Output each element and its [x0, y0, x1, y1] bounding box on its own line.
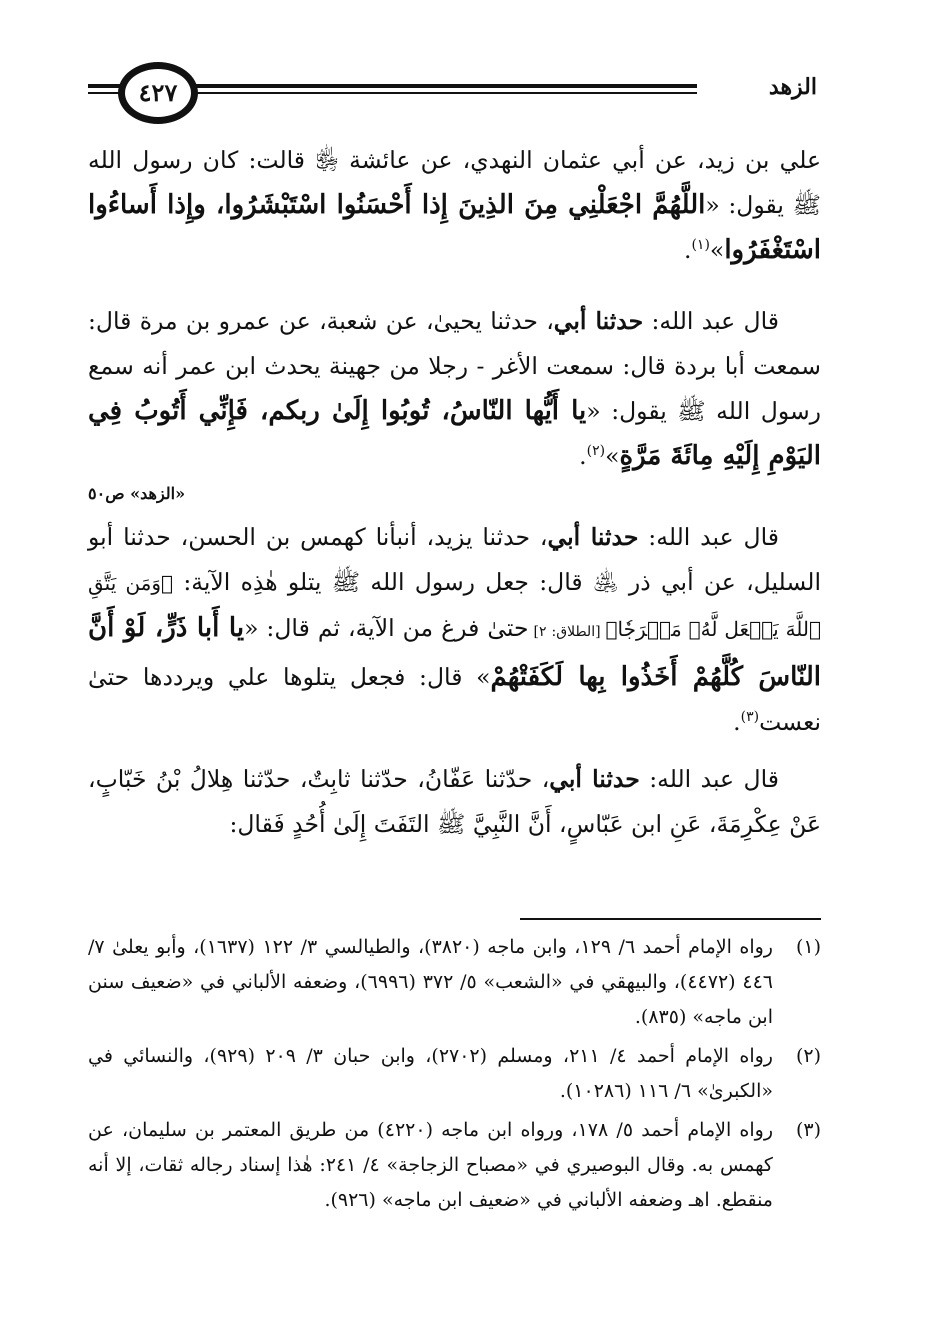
paragraph-2 [88, 299, 821, 479]
p1-text: علي بن زيد، عن أبي عثمان النهدي، عن عائشة ﵂ قالت: كان رسول الله ﷺ يقول: « [88, 146, 821, 219]
p2-text-1: قال عبد الله: [643, 307, 779, 335]
footnote-number: (٣) [795, 1119, 821, 1141]
p1-end: . [683, 236, 692, 264]
p1-close-quote: » [709, 236, 725, 264]
quran-verse: ﴿وَمَن يَتَّقِ ٱللَّهَ يَجۡعَل لَّهُۥ مَخۡرَجٗا﴾ [88, 571, 822, 641]
paragraph-3 [88, 515, 821, 745]
footnotes [88, 930, 821, 1222]
footnote-ref-3[interactable]: (٣) [740, 709, 760, 726]
p4-text-1: قال عبد الله: [639, 765, 779, 793]
chapter-title [697, 70, 821, 104]
footnote-3 [88, 1113, 821, 1218]
source-note: «الزهد» ص٥٠ [88, 484, 186, 503]
footnote-1 [88, 930, 821, 1035]
p4-text-2: ، حدّثنا عَفّانُ، حدّثنا ثابِتٌ، حدّثنا هِلالُ بْنُ خَبّابٍ، عَنْ عِكْرِمَةَ، عَنِ ابن عَبّاسٍ، أَنَّ النَّبِيَّ ﷺ التَفَتَ إِلَىٰ أُحُدٍ فَقال: [88, 765, 821, 838]
p1-hadith-quote: اللَّهُمَّ اجْعَلْنِي مِنَ الذِينَ إِذا أَحْسَنُوا اسْتَبْشَرُوا، وإِذا أَساءُوا اسْتَغْفَرُوا [88, 190, 821, 265]
p3-text-1: قال عبد الله: [638, 523, 779, 551]
chapter-title-text: الزهد [768, 74, 817, 100]
page-number: ٤٢٧ [118, 62, 198, 124]
p3-end: . [733, 708, 741, 736]
p2-close-quote: » [605, 442, 620, 470]
footnote-text: رواه الإمام أحمد ٥/ ١٧٨، ورواه ابن ماجه (٤٢٢٠) من طريق المعتمر بن سليمان، عن كهمس به. وقال البوصيري في «مصباح الزجاجة» ٤/ ٢٤١: هٰذا إسناد رجاله ثقات، إلا أنه منقطع. اهـ وضعفه الألباني في «ضعيف ابن ماجه» (٩٢٦). [88, 1119, 774, 1211]
footnote-text: رواه الإمام أحمد ٤/ ٢١١، ومسلم (٢٧٠٢)، وابن حبان ٣/ ٢٠٩ (٩٢٩)، والنسائي في «الكبرىٰ» ٦/ ١١٦ (١٠٢٨٦). [88, 1045, 773, 1102]
footnote-number: (١) [795, 936, 821, 958]
p3-bold-narrator: حدثنا أبي [547, 523, 639, 551]
p2-end: . [579, 442, 587, 470]
footnote-number: (٢) [795, 1045, 821, 1067]
paragraph-4 [88, 757, 821, 847]
footnote-ref-1[interactable]: (١) [691, 237, 710, 254]
p3-hadith-quote: يا أَبا ذَرٍّ، لَوْ أَنَّ النّاسَ كُلَّهُمْ أَخَذُوا بِها لَكَفَتْهُمْ [88, 613, 821, 692]
footnote-2 [88, 1039, 821, 1109]
paragraph-1 [88, 138, 821, 273]
main-text [88, 138, 821, 847]
p4-bold-narrator: حدثنا أبي [549, 765, 640, 793]
footnote-ref-2[interactable]: (٢) [586, 443, 606, 460]
footnote-separator [520, 918, 821, 920]
p2-text-2: ، حدثنا يحيىٰ، عن شعبة، عن عمرو بن مرة قال: سمعت أبا بردة قال: سمعت الأغر - رجلا من جهينة يحدث ابن عمر أنه سمع رسول الله ﷺ يقول: « [88, 307, 822, 425]
p2-bold-narrator: حدثنا أبي [553, 307, 644, 335]
p3-text-2: ، حدثنا يزيد، أنبأنا كهمس بن الحسن، حدثنا أبو السليل، عن أبي ذر ﵁ قال: جعل رسول الله ﷺ يتلو هٰذِه الآية: [88, 523, 821, 596]
p3-text-3: حتىٰ فرغ من الآية، ثم قال: « [244, 614, 529, 642]
p3-text-4: » قال: فجعل يتلوها علي ويرددها حتىٰ نعست [88, 663, 821, 736]
footnote-text: رواه الإمام أحمد ٦/ ١٢٩، وابن ماجه (٣٨٢٠)، والطيالسي ٣/ ١٢٢ (١٦٣٧)، وأبو يعلىٰ ٧/ ٤٤٦ (٤٤٧٢)، والبيهقي في «الشعب» ٥/ ٣٧٢ (٦٩٩٦)، وضعفه الألباني في «ضعيف سنن ابن ماجه» (٨٣٥). [88, 936, 773, 1028]
p2-hadith-quote: يا أَيُّها النّاسُ، تُوبُوا إِلَىٰ ربكم، فَإِنِّي أَتُوبُ فِي اليَوْمِ إِلَيْهِ مِائَةَ مَرَّةٍ [88, 396, 821, 471]
verse-reference: [الطلاق: ٢] [528, 624, 606, 640]
